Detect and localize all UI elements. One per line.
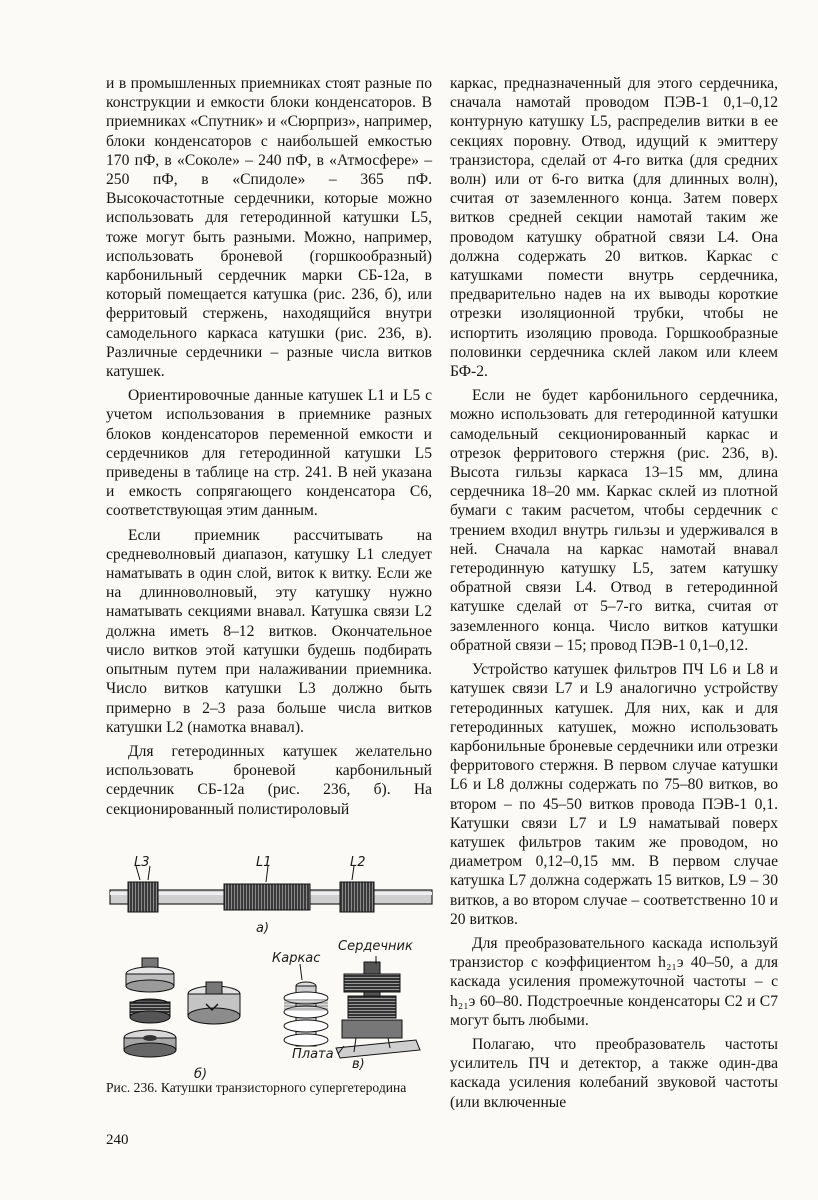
coil-l3 [128, 882, 158, 912]
label-serdechnik: Сердечник [338, 939, 413, 954]
label-karkas: Каркас [272, 951, 321, 966]
figure-236 [106, 852, 436, 1084]
right-column [450, 74, 778, 1117]
paragraph: и в промышленных приемниках стоят разные по конструкции и емкости блоки конденсаторов. В приемниках «Спутник» и «Сюрприз», например, блоки конденсаторов с наибольшей емкостью 170 пФ, в «Соколе» – 240 пФ, в «Атмосфере» – 250 пФ, в «Спидоле» – 365 пФ. Высокочастотные сердечники, которые можно использовать для гетеродинной катушки L5, тоже могут быть разными. Можно, например, использовать броневой (горшкообразный) карбонильный сердечник марки СБ-12а, в который помещается катушка (рис. 236, б), или ферритовый стержень, находящийся внутри самодельного каркаса катушки (рис. 236, в). Различные сердечники – разные числа витков катушек. [106, 75, 432, 381]
label-plata: Плата [292, 1047, 334, 1062]
label-l3: L3 [134, 855, 150, 870]
paragraph: Если не будет карбонильного сердечника, можно использовать для гетеродинной катушки самодельный секционированный каркас и отрезок ферритового стержня (рис. 236, в). Высота гильзы каркаса 13–15 мм, длина сердечника 18–20 мм. Каркас склей из плотной бумаги с таким расчетом, чтобы сердечник с трением входил внутрь гильзы и удерживался в ней. Сначала на каркас намотай внавал гетеродинную катушку L5, затем катушку обратной связи L4. Отвод в гетеродинной катушке сделай от 5–7-го витка, считая от заземленного конца. Число витков катушки обратной связи – 15; провод ПЭВ-1 0,1–0,12. [450, 387, 778, 654]
paragraph: каркас, предназначенный для этого сердечника, сначала намотай проводом ПЭВ-1 0,1–0,12 контурную катушку L5, распределив витки в ее секциях поровну. Отвод, идущий к эмиттеру транзистора, сделай от 4-го витка (для средних волн) или от 6-го витка (для длинных волн), считая от заземленного конца. Затем поверх витков средней секции намотай таким же проводом катушку обратной связи L4. Она должна содержать 20 витков. Каркас с катушками помести внутрь сердечника, предварительно надев на их выводы короткие отрезки изоляционной трубки, чтобы не испортить изоляцию провода. Горшкообразные половинки сердечника склей лаком или клеем БФ-2. [450, 75, 778, 381]
ferrite-rod-assembly [110, 855, 432, 936]
paragraph: Для гетеродинных катушек желательно использовать броневой карбонильный сердечник СБ-12а (рис. 236, б). На секционированный полистироловый [106, 742, 432, 818]
coil-l1 [224, 884, 310, 910]
figure-caption: Рис. 236. Катушки транзисторного супергетеродина [106, 1080, 407, 1095]
label-b: б) [194, 1067, 208, 1082]
pot-core-exploded [124, 958, 240, 1082]
paragraph: Устройство катушек фильтров ПЧ L6 и L8 и катушек связи L7 и L9 аналогично устройству гетеродинных катушек. Для них, как и для гетеродинных катушек, можно использовать карбонильные броневые сердечники или отрезки ферритового стержня. В первом случае катушки L6 и L8 должны содержать по 75–80 витков, во втором – по 45–50 витков провода ПЭВ-1 0,1. Катушки связи L7 и L9 наматывай поверх катушек фильтров таким же проводом, но диаметром 0,12–0,15 мм. В первом случае катушка L7 должна содержать 15 витков, L9 – 30 витков, а во втором случае – соответственно 10 и 20 витков. [450, 661, 778, 928]
paragraph: Для преобразовательного каскада используй транзистор с коэффициентом h₂₁э 40–50, а для каскада усиления промежуточной частоты – с h₂₁э 60–80. Подстроечные конденсаторы C2 и C7 могут быть любыми. [450, 934, 778, 1029]
page-number: 240 [106, 1132, 129, 1148]
paragraph: Ориентировочные данные катушек L1 и L5 с учетом использования в приемнике разных блоков конденсаторов переменной емкости и сердечников для гетеродинной катушки L5 приведены в таблице на стр. 241. В ней указана и емкость сопрягающего конденсатора C6, соответствующая этим данным. [106, 387, 432, 520]
coil-l2 [340, 882, 374, 912]
label-v: в) [352, 1057, 365, 1072]
label-l1: L1 [256, 855, 272, 870]
coil-illustration [106, 852, 436, 1082]
paragraph: Полагаю, что преобразователь частоты усилитель ПЧ и детектор, а также один-два каскада усиления колебаний звуковой частоты (или включенные [450, 1035, 778, 1111]
sectioned-frame [272, 939, 420, 1072]
label-l2: L2 [350, 855, 366, 870]
paragraph: Если приемник рассчитывать на средневолновый диапазон, катушку L1 следует наматывать в один слой, виток к витку. Если же на длинноволновый, эту катушку нужно наматывать секциями внавал. Катушка связи L2 должна иметь 8–12 витков. Окончательное число витков этой катушки будешь подбирать опытным путем при налаживании приемника. Число витков катушки L3 должно быть примерно в 2–3 раза больше числа витков катушки L2 (намотка внавал). [106, 526, 432, 736]
label-a: а) [256, 921, 270, 936]
left-column [106, 74, 432, 824]
